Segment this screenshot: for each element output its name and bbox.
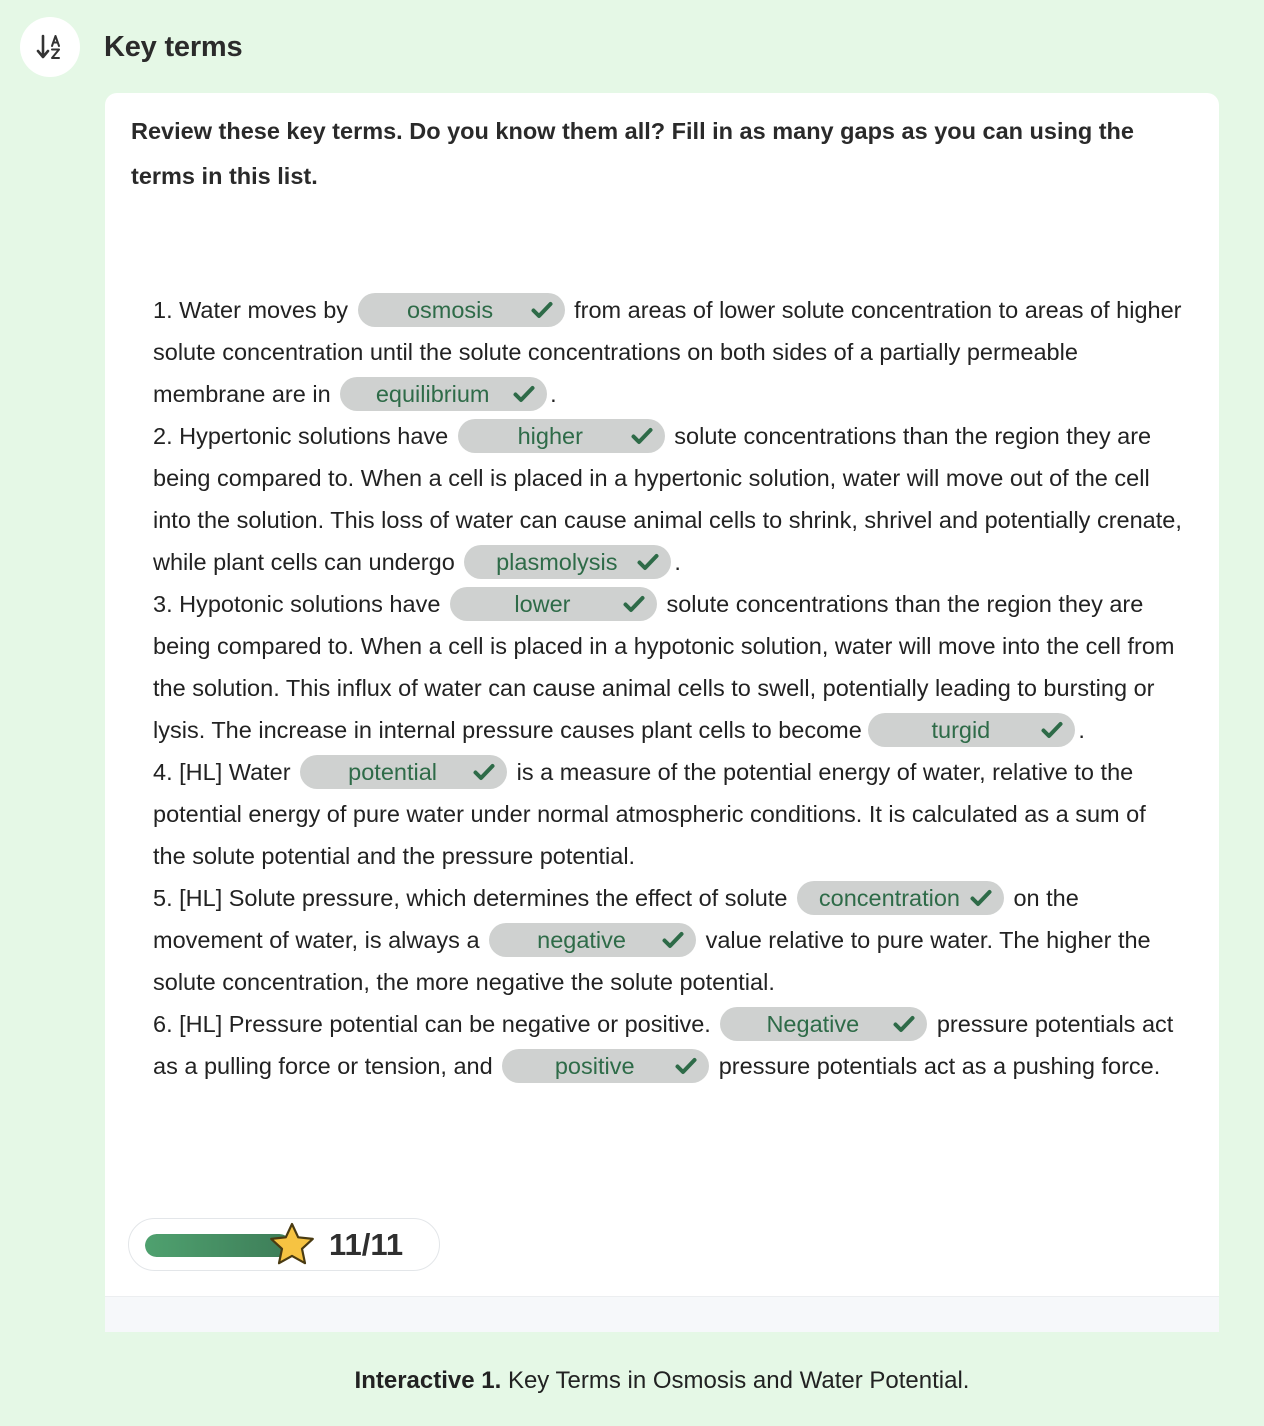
sentence-text: pressure potentials act as a pulling force or tension, and (153, 1011, 1174, 1079)
gap-dropzone[interactable] (868, 713, 1075, 747)
gap-dropzone[interactable] (464, 545, 671, 579)
gap-dropzone[interactable] (502, 1049, 709, 1083)
gap-term: lower (514, 590, 571, 617)
instructions-text: Review these key terms. Do you know them all? Fill in as many gaps as you can using the terms in this list. (131, 118, 1134, 189)
gap-dropzone[interactable] (450, 587, 657, 621)
sentence-text: from areas of lower solute concentration to areas of higher solute concentration until the solute concentrations on both sides of a partially permeable membrane are in (153, 297, 1182, 407)
check-icon (621, 593, 647, 615)
gap-term: potential (348, 758, 438, 785)
gap-term: Negative (766, 1010, 860, 1037)
sentence-2 (153, 415, 1183, 583)
sentence-6 (153, 1003, 1183, 1087)
gap-dropzone[interactable] (489, 923, 696, 957)
sentence-list (153, 289, 1183, 1087)
gap-term: equilibrium (375, 380, 490, 407)
sentence-3 (153, 583, 1183, 751)
figure-caption (0, 1367, 1264, 1395)
section-header (20, 17, 242, 77)
check-icon (471, 761, 497, 783)
sentence-5 (153, 877, 1183, 1003)
sort-badge (20, 17, 80, 77)
check-icon (511, 383, 537, 405)
star-icon (267, 1221, 317, 1269)
gap-dropzone[interactable] (797, 881, 1004, 915)
sentence-text: pressure potentials act as a pushing force. (718, 1053, 1161, 1079)
gap-term: concentration (818, 884, 960, 911)
gap-dropzone[interactable] (358, 293, 565, 327)
sentence-text: 4. [HL] Water (153, 759, 291, 785)
check-icon (1039, 719, 1065, 741)
sentence-text: 3. Hypotonic solutions have (153, 591, 441, 617)
sentence-text: 6. [HL] Pressure potential can be negative or positive. (153, 1011, 711, 1037)
sentence-text: . (1078, 717, 1085, 743)
score-text: 11/11 (329, 1227, 404, 1262)
sentence-text: solute concentrations than the region they are being compared to. When a cell is placed in a hypotonic solution, water will move into the cell from the solution. This influx of water can cause animal cells to swell, potentially leading to bursting or lysis. The increase in internal pressure causes plant cells to become (153, 591, 1175, 743)
check-icon (635, 551, 661, 573)
sentence-text: . (674, 549, 681, 575)
check-icon (673, 1055, 699, 1077)
check-icon (660, 929, 686, 951)
sentence-1 (153, 289, 1183, 415)
gap-term: higher (517, 422, 583, 449)
sentence-text: 1. Water moves by (153, 297, 349, 323)
gap-dropzone[interactable] (458, 419, 665, 453)
check-icon (529, 299, 555, 321)
gap-term: plasmolysis (496, 548, 618, 575)
sentence-text: is a measure of the potential energy of water, relative to the potential energy of pure water under normal atmospheric conditions. It is calculated as a sum of the solute potential and the pressure potential. (153, 759, 1146, 869)
sentence-4 (153, 751, 1183, 877)
key-terms-card (105, 93, 1219, 1332)
section-title: Key terms (104, 30, 243, 63)
gap-term: positive (554, 1052, 635, 1079)
gap-term: osmosis (406, 296, 494, 323)
gap-dropzone[interactable] (300, 755, 507, 789)
sentence-text: 2. Hypertonic solutions have (153, 423, 449, 449)
caption-text: Key Terms in Osmosis and Water Potential. (507, 1367, 970, 1394)
sentence-text: solute concentrations than the region they are being compared to. When a cell is placed in a hypertonic solution, water will move out of the cell into the solution. This loss of water can cause animal cells to shrink, shrivel and potentially crenate, while plant cells can undergo (153, 423, 1182, 575)
sentence-text: value relative to pure water. The higher the solute concentration, the more negative the solute potential. (153, 927, 1151, 995)
sort-az-icon (35, 32, 65, 62)
sentence-text: on the movement of water, is always a (153, 885, 1079, 953)
score-indicator (128, 1218, 440, 1271)
gap-dropzone[interactable] (720, 1007, 927, 1041)
gap-term: turgid (931, 716, 991, 743)
check-icon (968, 887, 994, 909)
card-footer (105, 1296, 1219, 1332)
caption-label: Interactive 1. (354, 1367, 502, 1394)
sentence-text: . (550, 381, 557, 407)
gap-term: negative (537, 926, 626, 953)
check-icon (891, 1013, 917, 1035)
sentence-text: 5. [HL] Solute pressure, which determines the effect of solute (153, 885, 788, 911)
check-icon (629, 425, 655, 447)
gap-dropzone[interactable] (340, 377, 547, 411)
